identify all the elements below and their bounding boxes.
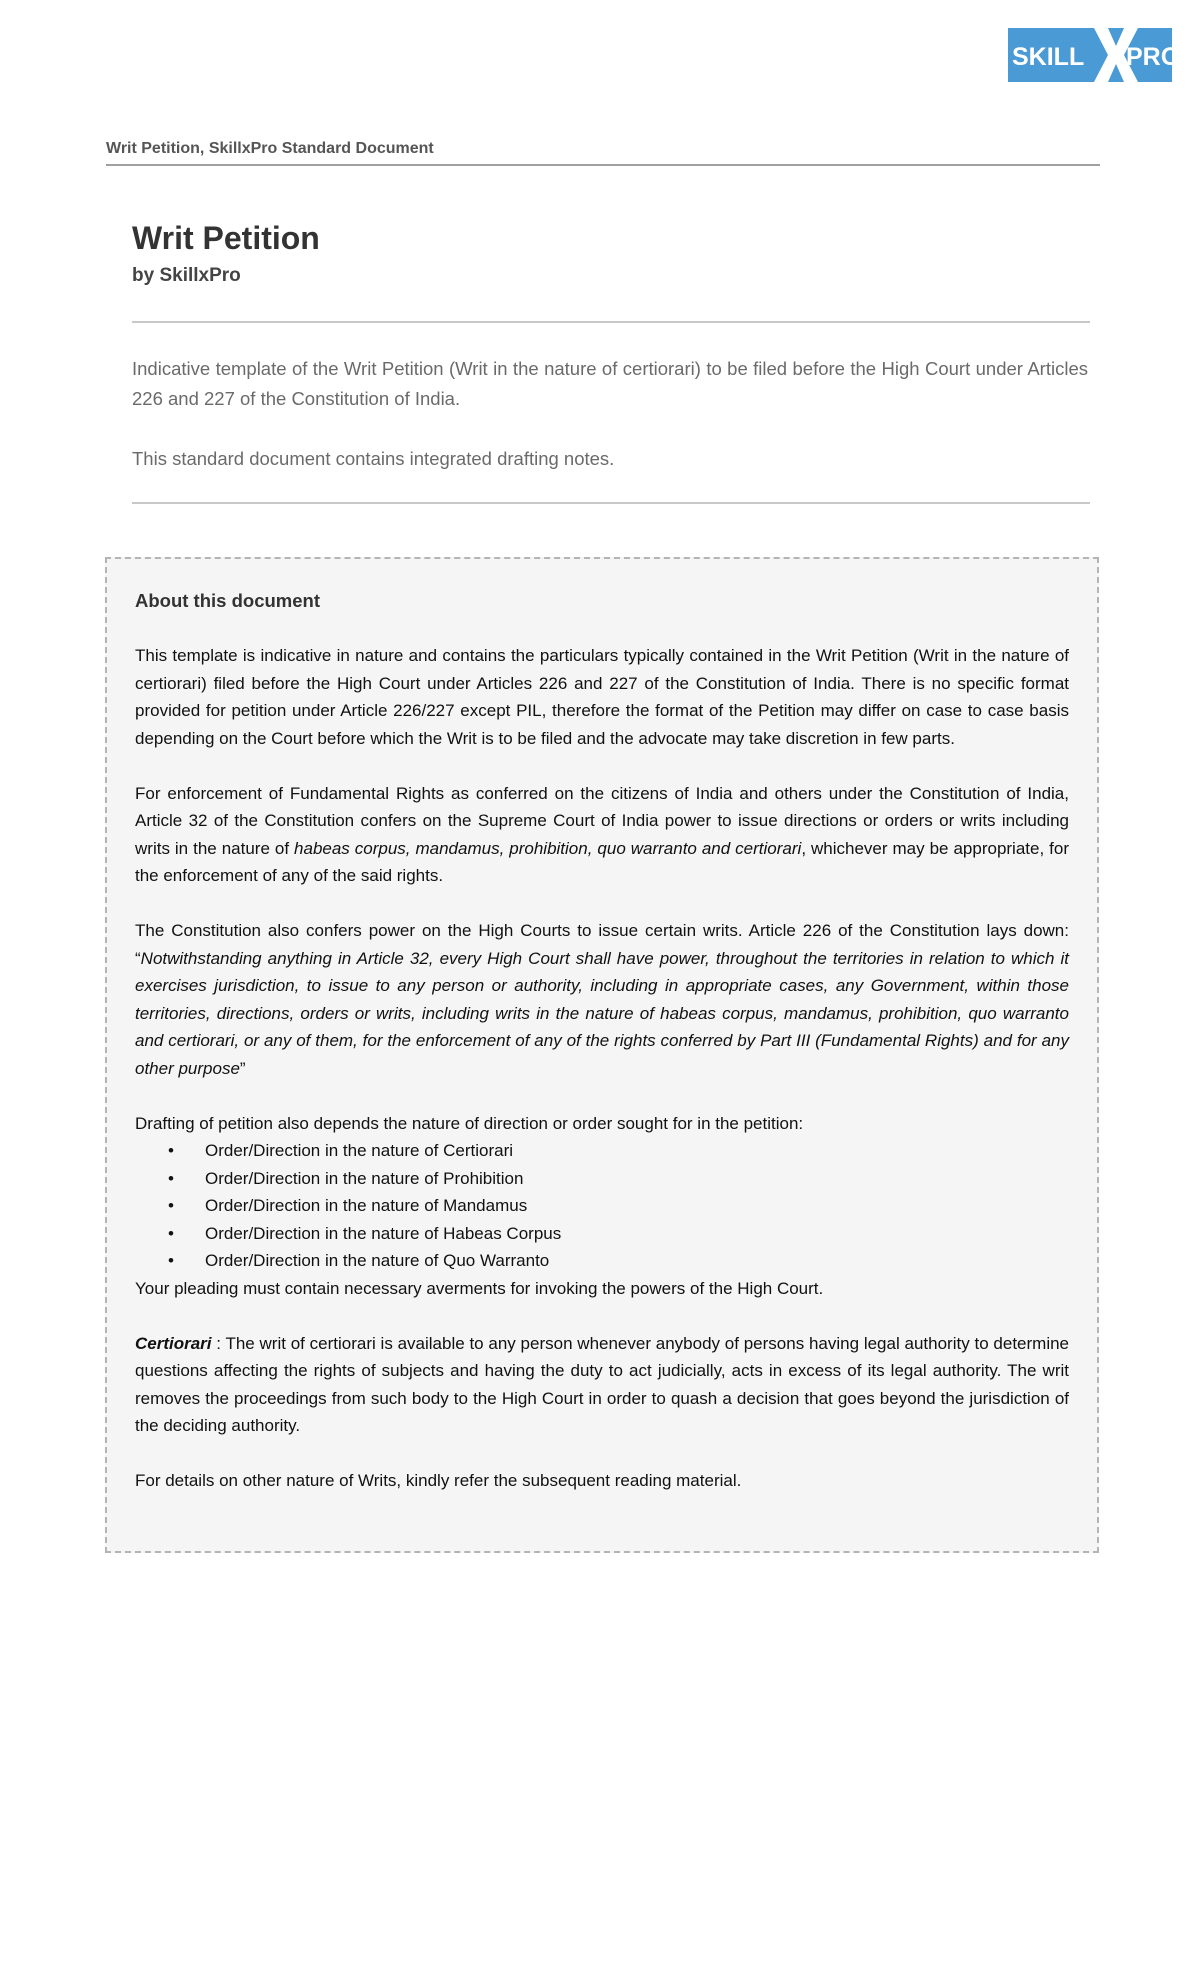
list-item: • Order/Direction in the nature of Mandamus	[205, 1192, 1069, 1220]
intro-divider	[132, 502, 1090, 504]
text-run: ”	[239, 1058, 246, 1078]
writ-types-italic: habeas corpus, mandamus, prohibition, quo warranto and certiorari	[294, 838, 802, 858]
about-heading: About this document	[135, 590, 320, 611]
orders-list	[135, 1137, 1069, 1275]
text-run: , whichever may be appropriate, for the enforcement of any of the said rights.	[135, 838, 1069, 885]
text-run: For enforcement of Fundamental Rights as conferred on the citizens of India and others under the Constitution of India, Article 32 of the Constitution confers on the Supreme Court of India power to issue directions or orders or writs including writs in the nature of	[135, 783, 1069, 858]
logo-text-skill: SKILL	[1012, 43, 1085, 71]
about-paragraph-template: This template is indicative in nature and contains the particulars typically contained in the Writ Petition (Writ in the nature of certiorari) filed before the High Court under Articles 226 and 227 of the Constitution of India. There is no specific format provided for petition under Article 226/227 except PIL, therefore the format of the Petition may differ on case to case basis depending on the Court before which the Writ is to be filed and the advocate may take discretion in few parts.	[135, 646, 1069, 748]
list-item: • Order/Direction in the nature of Certiorari	[205, 1137, 1069, 1165]
about-paragraph-pleading: Your pleading must contain necessary averments for invoking the powers of the High Court.	[135, 1278, 824, 1298]
skillxpro-logo	[1008, 28, 1181, 82]
list-item: • Order/Direction in the nature of Habeas Corpus	[205, 1220, 1069, 1248]
text-run: : The writ of certiorari is available to any person whenever anybody of persons having legal authority to determine questions affecting the rights of subjects and having the duty to act judicially, acts in excess of its legal authority. The writ removes the proceedings from such body to the High Court in order to quash a decision that goes beyond the jurisdiction of the deciding authority.	[135, 1333, 1069, 1435]
about-paragraph-drafting: Drafting of petition also depends the nature of direction or order sought for in the petition:	[135, 1113, 804, 1133]
header-divider	[106, 164, 1100, 166]
list-item: • Order/Direction in the nature of Prohibition	[205, 1165, 1069, 1193]
about-document-box	[105, 557, 1099, 1553]
text-run: The Constitution also confers power on the High Courts to issue certain writs. Article 226 of the Constitution lays down: “	[135, 921, 1069, 968]
article-226-quote: Notwithstanding anything in Article 32, every High Court shall have power, throughout the territories in relation to which it exercises jurisdiction, to issue to any person or authority, including in appropriate cases, any Government, within those territories, directions, orders or writs, including writs in the nature of habeas corpus, mandamus, prohibition, quo warranto and certiorari, or any of them, for the enforcement of any of the rights conferred by Part III (Fundamental Rights) and for any other purpose	[135, 948, 1069, 1078]
intro-drafting-notes: This standard document contains integrated drafting notes.	[132, 448, 615, 469]
about-paragraph-further-reading: For details on other nature of Writs, kindly refer the subsequent reading material.	[135, 1471, 742, 1490]
page-title: Writ Petition	[132, 220, 320, 256]
about-paragraph-fundamental-rights	[135, 780, 1069, 890]
document-header-label: Writ Petition, SkillxPro Standard Document	[106, 140, 434, 157]
about-paragraph-article-226	[135, 917, 1069, 1082]
about-paragraph-certiorari	[135, 1330, 1069, 1440]
byline: by SkillxPro	[132, 265, 241, 286]
logo-text-pro: PRO	[1126, 43, 1181, 71]
certiorari-term: Certiorari	[135, 1333, 212, 1353]
title-divider	[132, 321, 1090, 323]
list-item: • Order/Direction in the nature of Quo Warranto	[205, 1247, 1069, 1275]
intro-paragraph: Indicative template of the Writ Petition (Writ in the nature of certiorari) to be filed before the High Court under Articles 226 and 227 of the Constitution of India.	[132, 358, 1088, 409]
